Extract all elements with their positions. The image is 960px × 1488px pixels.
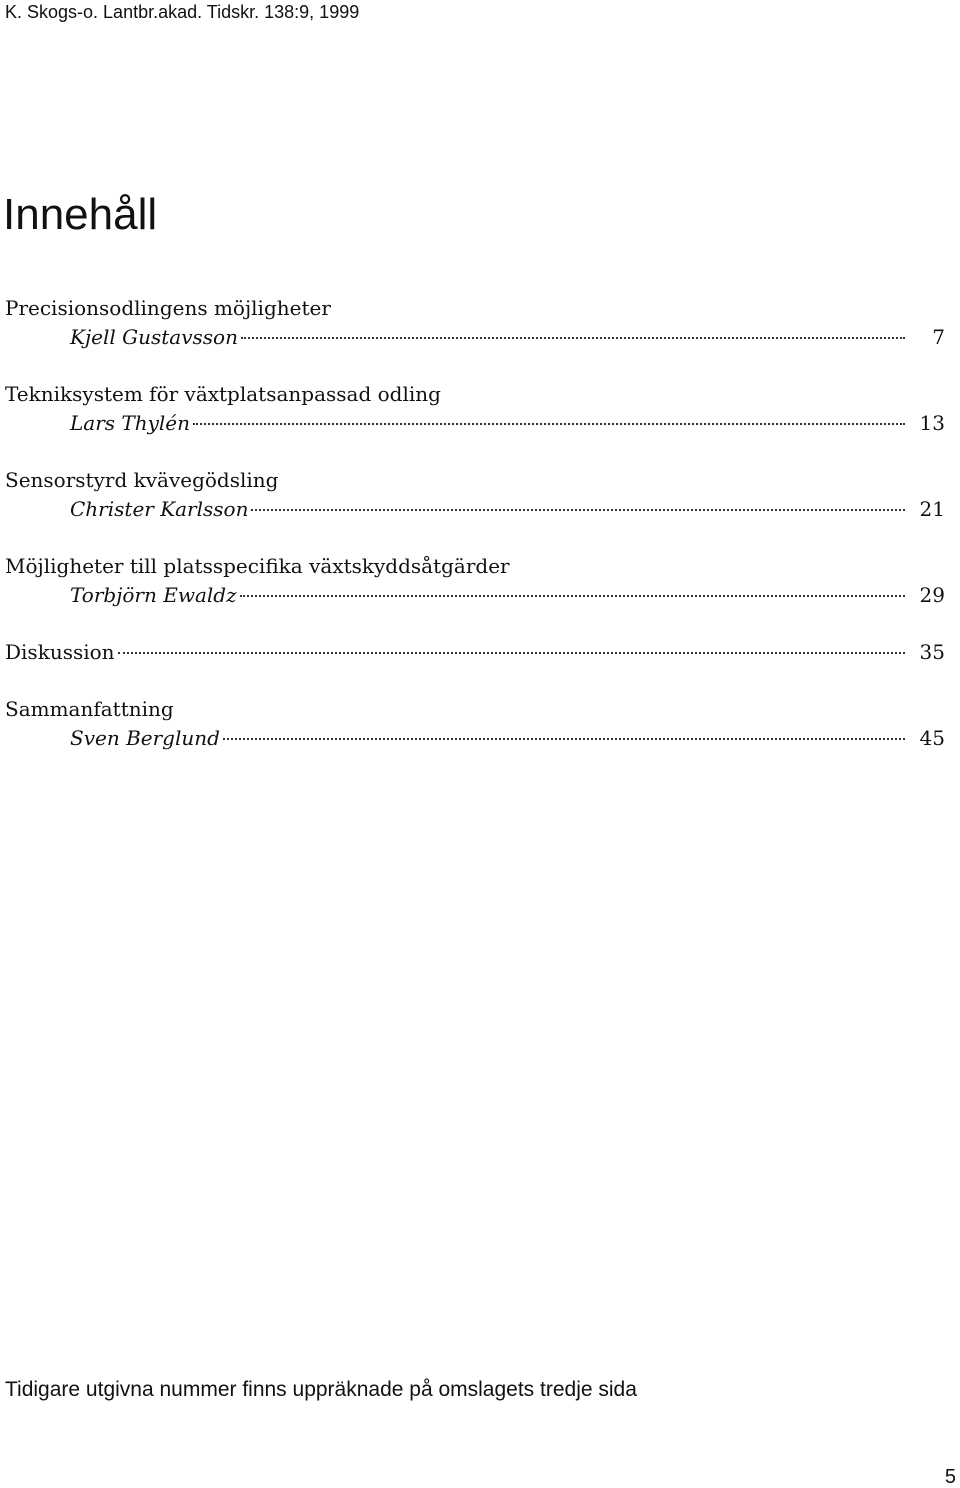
dot-leader bbox=[241, 337, 905, 339]
toc-entry-page: 35 bbox=[919, 640, 945, 664]
toc-entry-sensorstyrd[interactable] bbox=[5, 466, 945, 523]
toc-entry-page: 7 bbox=[932, 325, 945, 349]
toc-entry-diskussion[interactable] bbox=[5, 638, 945, 666]
toc-entry-title: Precisionsodlingens möjligheter bbox=[5, 296, 331, 320]
toc-entry-line bbox=[5, 638, 945, 666]
toc-entry-line bbox=[5, 581, 945, 609]
toc-entry-line bbox=[5, 409, 945, 437]
dot-leader bbox=[118, 652, 905, 654]
toc-entry-author: Torbjörn Ewaldz bbox=[70, 583, 237, 607]
toc-entry-line bbox=[5, 323, 945, 351]
toc-entry-tekniksystem[interactable] bbox=[5, 380, 945, 437]
toc-entry-sammanfattning[interactable] bbox=[5, 695, 945, 752]
dot-leader bbox=[251, 509, 905, 511]
toc-entry-page: 29 bbox=[919, 583, 945, 607]
toc-entry-title: Sammanfattning bbox=[5, 697, 174, 721]
toc-entry-line bbox=[5, 724, 945, 752]
footer-note: Tidigare utgivna nummer finns uppräknade på omslagets tredje sida bbox=[5, 1378, 637, 1401]
running-head: K. Skogs-o. Lantbr.akad. Tidskr. 138:9, 1999 bbox=[5, 2, 360, 22]
dot-leader bbox=[240, 595, 905, 597]
toc-entry-author: Christer Karlsson bbox=[70, 497, 249, 521]
toc-entry-precisionsodling[interactable] bbox=[5, 294, 945, 351]
toc-entry-page: 13 bbox=[919, 411, 945, 435]
toc-entry-title: Diskussion bbox=[5, 640, 115, 664]
dot-leader bbox=[193, 423, 905, 425]
toc-entry-title: Sensorstyrd kvävegödsling bbox=[5, 468, 279, 492]
toc-entry-author: Lars Thylén bbox=[70, 411, 191, 435]
page-number: 5 bbox=[944, 1466, 956, 1488]
toc-entry-page: 21 bbox=[919, 497, 945, 521]
toc-entry-line bbox=[5, 495, 945, 523]
table-of-contents bbox=[5, 294, 945, 781]
dot-leader bbox=[223, 738, 905, 740]
page-title: Innehåll bbox=[3, 190, 158, 239]
toc-entry-author: Kjell Gustavsson bbox=[70, 325, 238, 349]
toc-entry-title: Möjligheter till platsspecifika växtskyddsåtgärder bbox=[5, 554, 510, 578]
toc-entry-title: Tekniksystem för växtplatsanpassad odling bbox=[5, 382, 441, 406]
toc-entry-page: 45 bbox=[919, 726, 945, 750]
toc-entry-author: Sven Berglund bbox=[70, 726, 220, 750]
toc-entry-vaxtskydd[interactable] bbox=[5, 552, 945, 609]
